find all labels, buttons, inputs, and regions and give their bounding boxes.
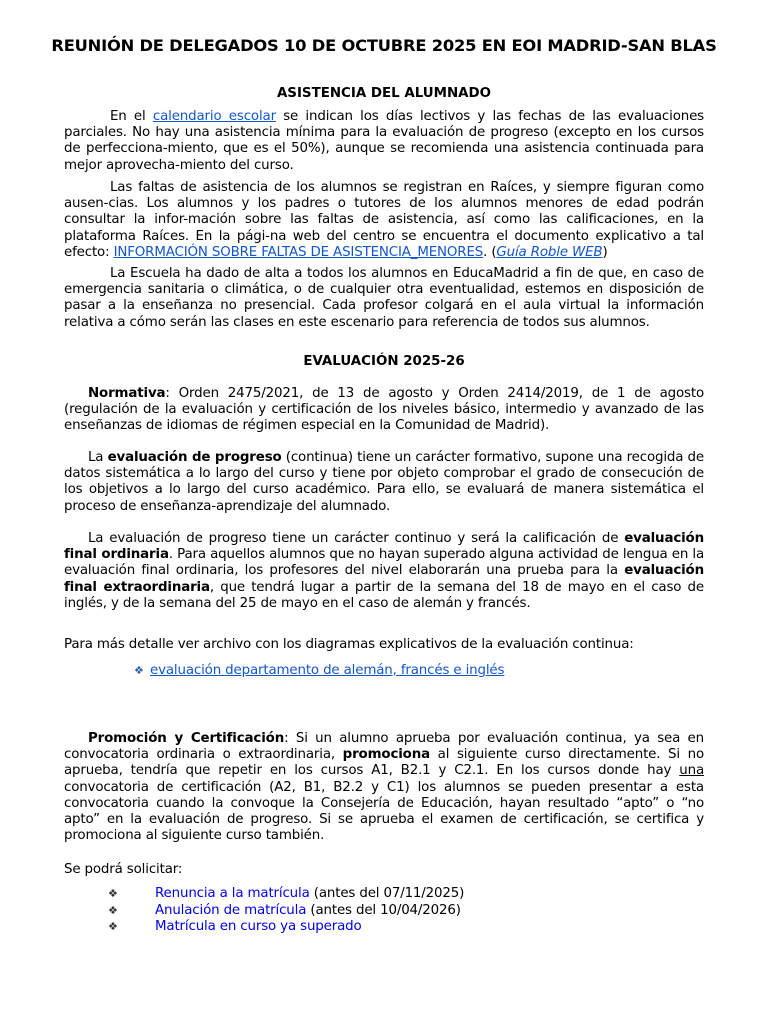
list-item-anulacion	[108, 903, 461, 919]
diamond-bullet-icon: ❖	[108, 920, 118, 933]
text-span: : Si un alumno aprueba por evaluación continua, ya sea en convocatoria ordinaria o extraordinaria,	[64, 731, 704, 763]
paragraph-normativa	[64, 386, 704, 435]
paragraph-promocion	[64, 731, 704, 844]
bold-term: promociona	[342, 747, 430, 763]
paragraph-educamadrid: La Escuela ha dado de alta a todos los alumnos en EducaMadrid a fin de que, en caso de emergencia sanitaria o climática, o de cualquier otra eventualidad, estemos en disposición de pasar a la enseñanza no presencial. Cada profesor colgará en el aula virtual la información relativa a cómo serán las clases en este escenario para referencia de todos sus alumnos.	[64, 266, 704, 330]
text-span: se indican los días lectivos y las fechas de las evaluaciones parciales. No hay una asistencia mínima para la evaluación de progreso (excepto en los cursos de perfecciona-miento, que es el 50%), aunque se recomienda una asistencia continuada para mejor aprovecha-miento del curso.	[64, 109, 704, 173]
renuncia-matricula-link[interactable]: Renuncia a la matrícula	[155, 886, 310, 901]
paragraph-detalle: Para más detalle ver archivo con los diagramas explicativos de la evaluación continua:	[64, 637, 634, 652]
underlined-term: una	[679, 763, 704, 779]
section-heading-asistencia: ASISTENCIA DEL ALUMNADO	[276, 86, 492, 101]
deadline-note: (antes del 10/04/2026)	[306, 903, 461, 918]
solicitar-heading: Se podrá solicitar:	[64, 862, 183, 877]
text-span: La	[88, 450, 108, 465]
text-span: La evaluación de progreso tiene un carácter continuo y será la calificación de	[88, 531, 625, 546]
faltas-asistencia-link[interactable]: INFORMACIÓN SOBRE FALTAS DE ASISTENCIA_MENORES	[113, 244, 484, 260]
text-span: )	[602, 244, 608, 260]
text-span: . (	[483, 244, 497, 260]
text-span: (continua) tiene un carácter formativo, supone una recogida de datos sistemática a lo largo del curso y tiene por objeto comprobar el grado de consecución de los objetivos a lo largo del curso académico. Para ello, se evaluará de manera sistemática el proceso de enseñanza-aprendizaje del alumnado.	[64, 450, 704, 514]
section-heading-evaluacion: EVALUACIÓN 2025-26	[303, 354, 465, 369]
text-span: convocatoria de certificación (A2, B1, B2.2 y C1) los alumnos se pueden presentar a esta convocatoria cuando la convoque la Consejería de Educación, hayan resultado “apto” o “no apto” en la evaluación de progreso. Si se aprueba el examen de certificación, se certifica y promociona al siguiente curso también.	[64, 779, 704, 844]
paragraph-calendario	[64, 109, 704, 174]
diamond-bullet-icon: ❖	[108, 904, 118, 917]
bold-term: evaluación de progreso	[107, 450, 282, 465]
text-span: al siguiente curso directamente. Si no aprueba, tendría que repetir en los cursos A1, B2.1 y C2.1. En los cursos donde hay	[64, 747, 704, 779]
text-span: : Orden 2475/2021, de 13 de agosto y Orden 2414/2019, de 1 de agosto (regulación de la evaluación y certificación de los niveles básico, intermedio y avanzado de las enseñanzas de idiomas de régimen especial en la Comunidad de Madrid).	[64, 386, 704, 434]
paragraph-evaluacion-progreso	[64, 450, 704, 515]
text-span: Las faltas de asistencia de los alumnos se registran en Raíces, y siempre figuran como ausen-cias. Los alumnos y los padres o tutores de los alumnos menores de edad podrán consultar la infor-mación sobre las faltas de asistencia, así como las calificaciones, en la plataforma Raíces. En la pági-na web del centro se encuentra el documento explicativo a tal efecto:	[64, 180, 704, 260]
promocion-label: Promoción y Certificación	[88, 731, 285, 746]
bold-term: evaluación final extraordinaria	[64, 563, 704, 595]
text-span: En el	[110, 109, 153, 124]
normativa-label: Normativa	[88, 386, 166, 401]
deadline-note: (antes del 07/11/2025)	[309, 886, 465, 901]
list-item-renuncia	[108, 886, 464, 902]
diamond-bullet-icon: ❖	[108, 887, 118, 900]
document-title: REUNIÓN DE DELEGADOS 10 DE OCTUBRE 2025 EN EOI MADRID-SAN BLAS	[51, 36, 717, 55]
evaluacion-departamento-link[interactable]: evaluación departamento de alemán, francés e inglés	[150, 663, 505, 678]
text-span: , que tendrá lugar a partir de la semana del 18 de mayo en el caso de inglés, y de la semana del 25 de mayo en el caso de alemán y francés.	[64, 579, 704, 611]
guia-roble-link[interactable]: Guía Roble WEB	[496, 244, 603, 260]
list-item-diagramas	[134, 663, 504, 679]
calendario-escolar-link[interactable]: calendario escolar	[152, 109, 276, 124]
bold-term: evaluación final ordinaria	[64, 531, 704, 563]
diamond-bullet-icon: ❖	[134, 664, 144, 677]
paragraph-faltas	[64, 180, 704, 261]
anulacion-matricula-link[interactable]: Anulación de matrícula	[155, 903, 307, 918]
paragraph-evaluacion-continua	[64, 531, 704, 612]
text-span: . Para aquellos alumnos que no hayan superado alguna actividad de lengua en la evaluación final ordinaria, los profesores del nivel elaborarán una prueba para la	[64, 547, 705, 579]
list-item-matricula-superado	[108, 919, 362, 935]
matricula-curso-superado-link[interactable]: Matrícula en curso ya superado	[155, 919, 362, 934]
